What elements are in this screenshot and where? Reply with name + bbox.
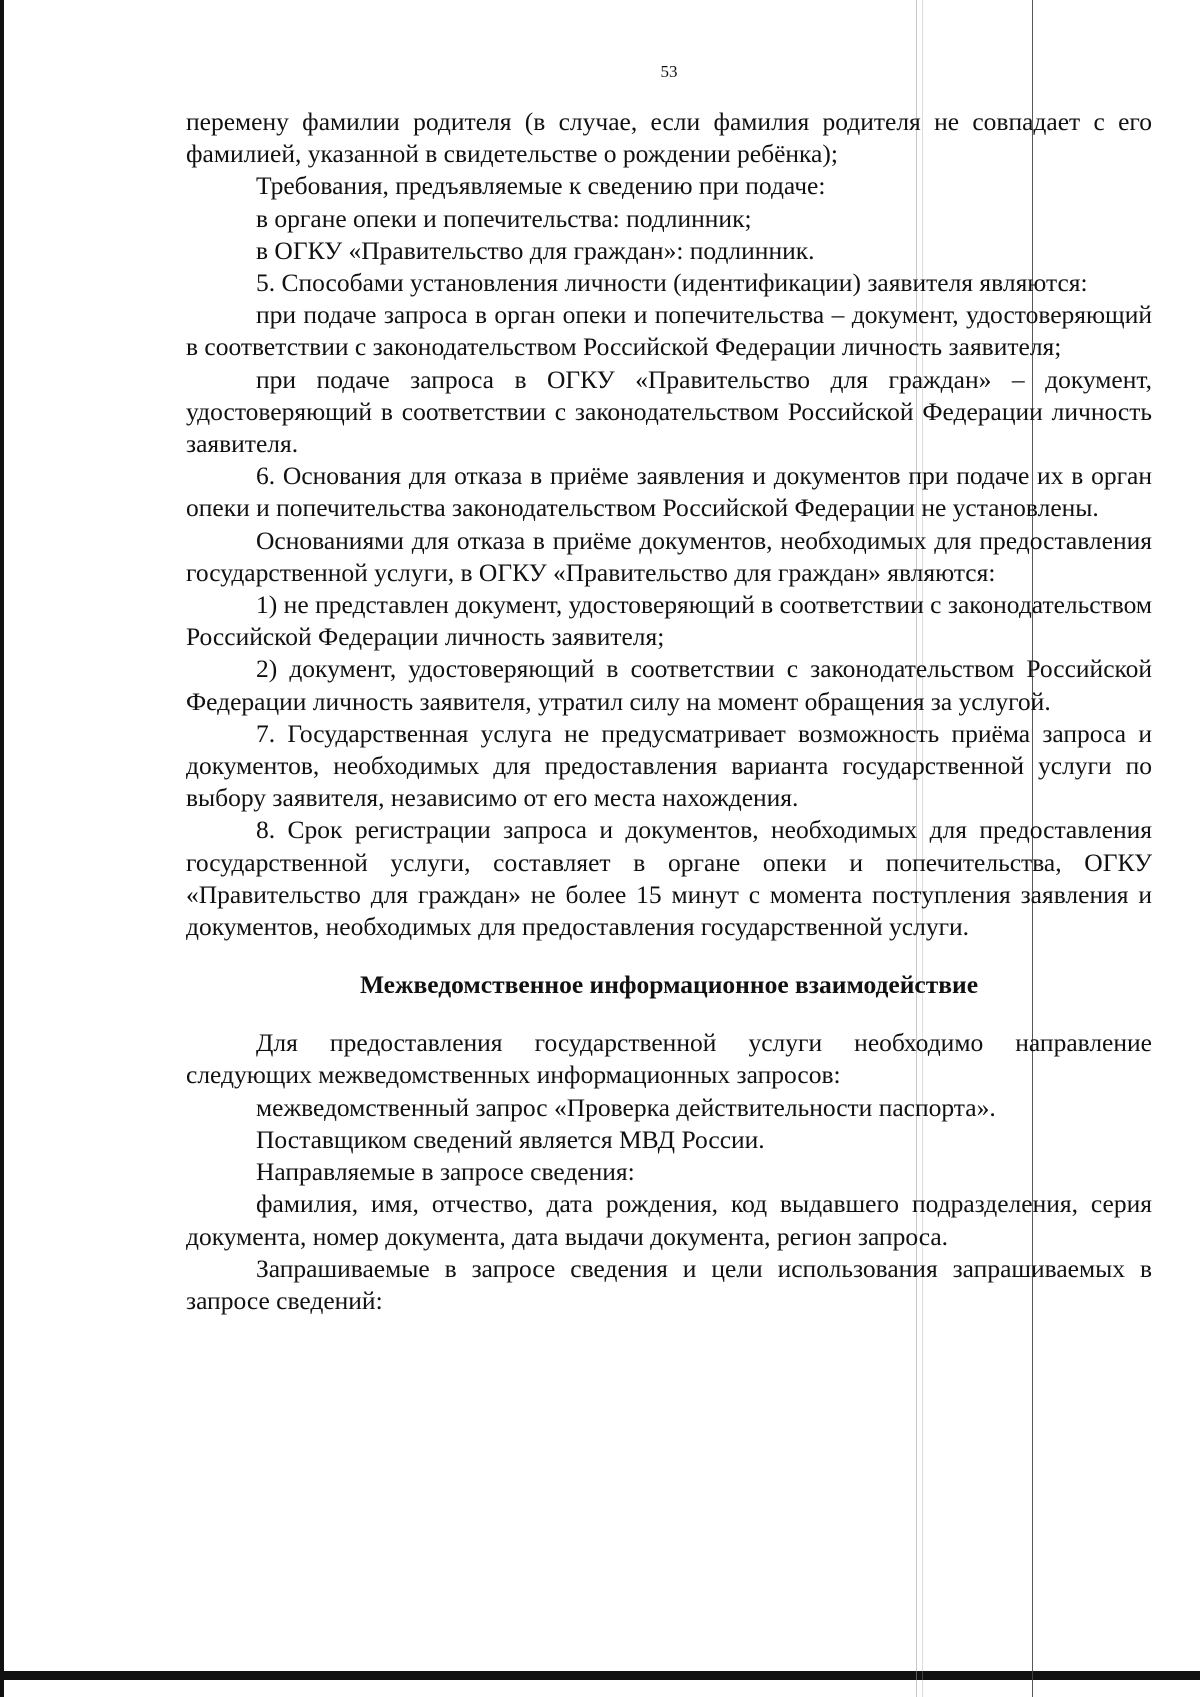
paragraph-continuation: перемену фамилии родителя (в случае, если фамилия родителя не совпадает с его фамилией, указанной в свидетельстве о рождении ребёнка); [186, 107, 1152, 169]
paragraph: фамилия, имя, отчество, дата рождения, код выдавшего подразделения, серия документа, номер документа, дата выдачи документа, регион запроса. [186, 1189, 1152, 1251]
paragraph-item-8: 8. Срок регистрации запроса и документов, необходимых для предоставления государственной услуги, составляет в органе опеки и попечительства, ОГКУ «Правительство для граждан» не более 15 минут с момента поступления заявления и документов, необходимых для предоставления государственной услуги. [186, 815, 1152, 942]
scan-border-bottom [0, 1671, 1200, 1680]
paragraph-item-6: 6. Основания для отказа в приёме заявления и документов при подаче их в орган опеки и попечительства законодательством Российской Федерации не установлены. [186, 461, 1152, 523]
paragraph: Для предоставления государственной услуги необходимо направление следующих межведомственных информационных запросов: [186, 1028, 1152, 1090]
paragraph: межведомственный запрос «Проверка действительности паспорта». [256, 1092, 996, 1122]
paragraph: Направляемые в запросе сведения: [256, 1157, 635, 1187]
paragraph-item-5: 5. Способами установления личности (идентификации) заявителя являются: [256, 268, 1088, 298]
paragraph: Основаниями для отказа в приёме документов, необходимых для предоставления государственной услуги, в ОГКУ «Правительство для граждан» являются: [186, 525, 1152, 587]
scan-border-left [0, 0, 4, 1697]
paragraph: в ОГКУ «Правительство для граждан»: подлинник. [256, 235, 815, 265]
section-heading: Межведомственное информационное взаимодействие [359, 970, 979, 1000]
page-number: 53 [660, 62, 678, 81]
list-item-1: 1) не представлен документ, удостоверяющий в соответствии с законодательством Российской Федерации личность заявителя; [186, 590, 1152, 652]
document-body [186, 106, 1152, 1317]
list-item-2: 2) документ, удостоверяющий в соответствии с законодательством Российской Федерации личность заявителя, утратил силу на момент обращения за услугой. [186, 654, 1152, 716]
paragraph: при подаче запроса в орган опеки и попечительства – документ, удостоверяющий в соответствии с законодательством Российской Федерации личность заявителя; [186, 300, 1152, 362]
paragraph-item-7: 7. Государственная услуга не предусматривает возможность приёма запроса и документов, необходимых для предоставления варианта государственной услуги по выбору заявителя, независимо от его места нахождения. [186, 718, 1152, 813]
paragraph: Требования, предъявляемые к сведению при подаче: [256, 171, 826, 201]
paragraph: в органе опеки и попечительства: подлинник; [256, 203, 752, 233]
paragraph: при подаче запроса в ОГКУ «Правительство для граждан» – документ, удостоверяющий в соответствии с законодательством Российской Федерации личность заявителя. [186, 364, 1152, 459]
paragraph: Запрашиваемые в запросе сведения и цели использования запрашиваемых в запросе сведений: [186, 1253, 1152, 1315]
paragraph: Поставщиком сведений является МВД России. [256, 1124, 765, 1154]
